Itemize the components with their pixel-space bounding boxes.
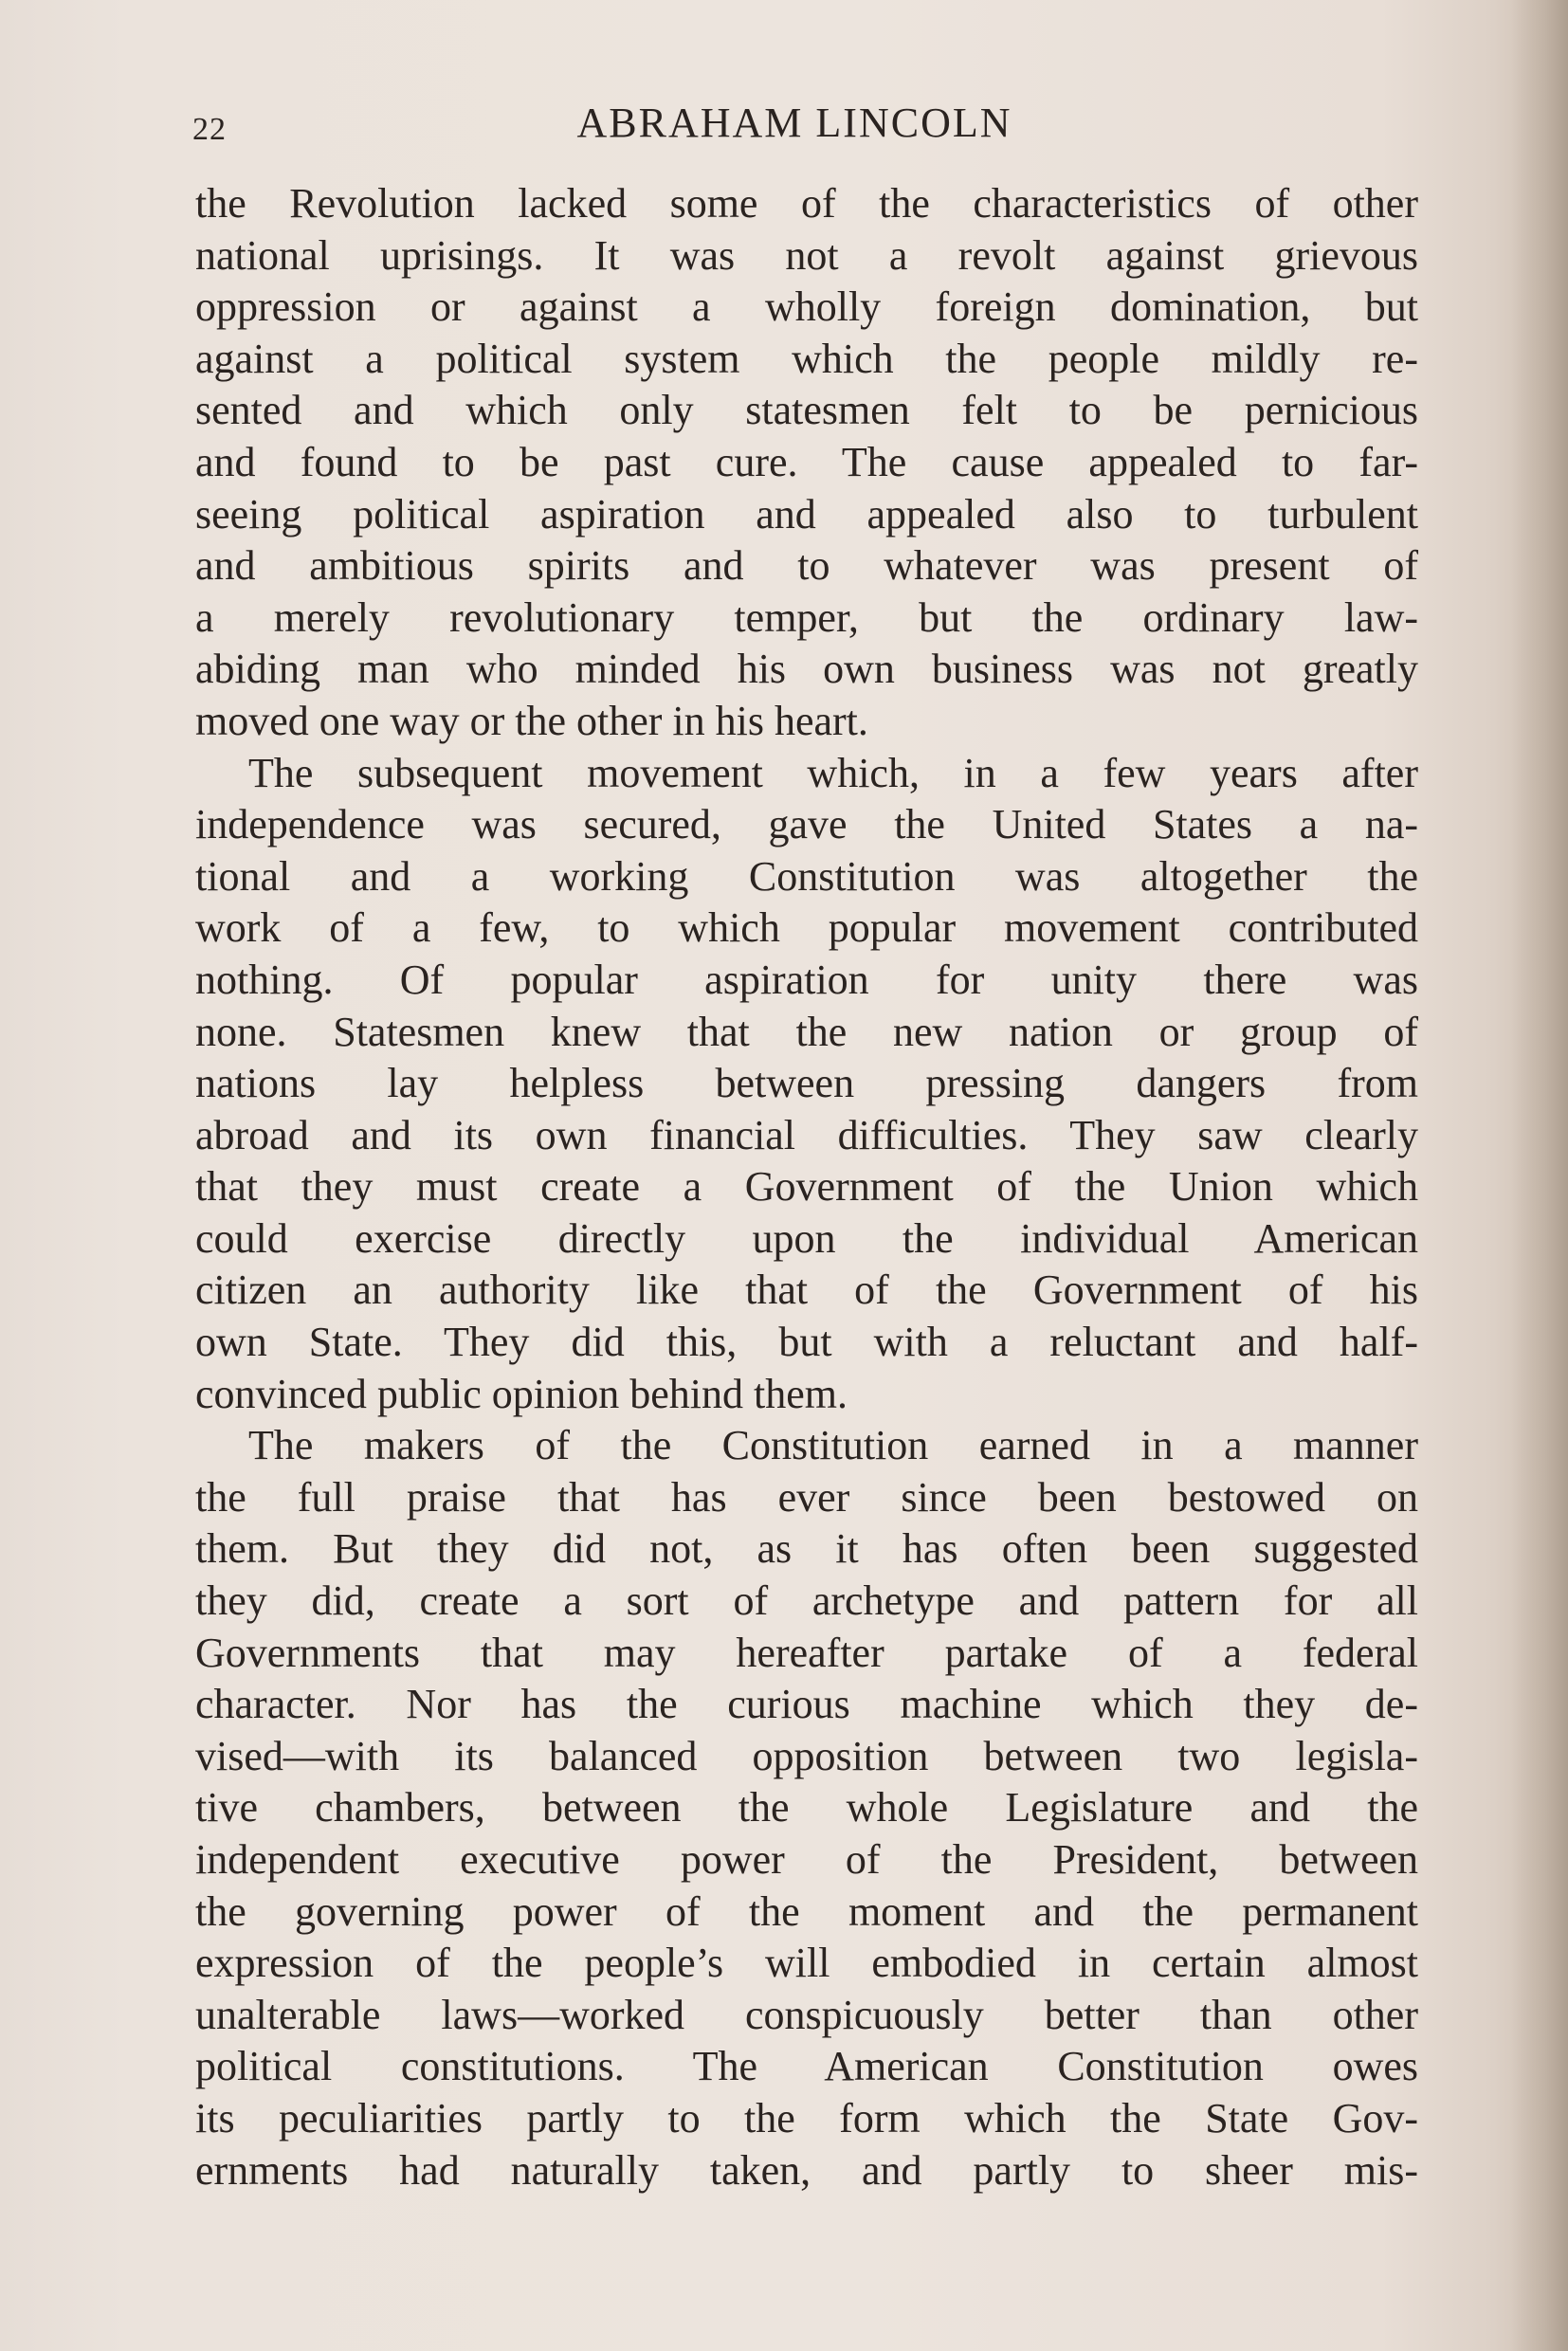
- text-line: tive chambers, between the whole Legislature and the: [195, 1784, 1418, 1832]
- page-edge-shadow: [1511, 0, 1568, 2351]
- text-line: tional and a working Constitution was altogether the: [195, 852, 1418, 900]
- text-line: and found to be past cure. The cause appealed to far-: [195, 438, 1418, 485]
- page-number: 22: [192, 112, 227, 147]
- text-line: ernments had naturally taken, and partly to sheer mis-: [195, 2146, 1418, 2194]
- text-line: sented and which only statesmen felt to be pernicious: [195, 387, 1418, 434]
- paragraph-3: [195, 1420, 1418, 2196]
- text-line: the full praise that has ever since been bestowed on: [195, 1473, 1418, 1521]
- text-line: they did, create a sort of archetype and pattern for all: [195, 1577, 1418, 1625]
- text-line: could exercise directly upon the individual American: [195, 1214, 1418, 1262]
- text-line: citizen an authority like that of the Government of his: [195, 1267, 1418, 1314]
- text-line: political constitutions. The American Constitution owes: [195, 2043, 1418, 2090]
- text-line: moved one way or the other in his heart.: [195, 697, 868, 744]
- text-line: that they must create a Government of the Union which: [195, 1163, 1418, 1211]
- running-head: [192, 95, 1415, 148]
- text-line: them. But they did not, as it has often been suggested: [195, 1525, 1418, 1573]
- text-line: abroad and its own financial difficulties. They saw clearly: [195, 1111, 1418, 1158]
- text-line: its peculiarities partly to the form which the State Gov-: [195, 2094, 1418, 2141]
- text-line: national uprisings. It was not a revolt against grievous: [195, 231, 1418, 279]
- paragraph-2: [195, 748, 1418, 1421]
- text-line: independence was secured, gave the United States a na-: [195, 801, 1418, 848]
- text-line: character. Nor has the curious machine which they de-: [195, 1681, 1418, 1728]
- text-line: independent executive power of the President, between: [195, 1836, 1418, 1883]
- paragraph-1: [195, 178, 1418, 748]
- text-line: abiding man who minded his own business was not greatly: [195, 646, 1418, 693]
- text-line: convinced public opinion behind them.: [195, 1370, 848, 1417]
- text-line: a merely revolutionary temper, but the ordinary law-: [195, 593, 1418, 641]
- text-line: against a political system which the people mildly re-: [195, 335, 1418, 382]
- text-line: nothing. Of popular aspiration for unity there was: [195, 956, 1418, 1003]
- text-line: vised—with its balanced opposition between two legisla-: [195, 1732, 1418, 1779]
- text-line: none. Statesmen knew that the new nation or group of: [195, 1008, 1418, 1055]
- text-line: Governments that may hereafter partake of a federal: [195, 1629, 1418, 1676]
- body-text: [195, 178, 1418, 2196]
- book-title: ABRAHAM LINCOLN: [576, 100, 1012, 146]
- text-line: work of a few, to which popular movement contributed: [195, 904, 1418, 952]
- text-line: seeing political aspiration and appealed also to turbulent: [195, 490, 1418, 538]
- text-line: expression of the people’s will embodied in certain almost: [195, 1940, 1418, 1987]
- text-line: the Revolution lacked some of the characteristics of other: [195, 180, 1418, 227]
- text-line: nations lay helpless between pressing dangers from: [195, 1060, 1418, 1107]
- text-line: The subsequent movement which, in a few years after: [248, 749, 1418, 796]
- text-line: unalterable laws—worked conspicuously better than other: [195, 1991, 1418, 2038]
- text-line: the governing power of the moment and the permanent: [195, 1887, 1418, 1935]
- text-line: The makers of the Constitution earned in a manner: [248, 1422, 1418, 1469]
- text-line: own State. They did this, but with a reluctant and half-: [195, 1319, 1418, 1366]
- text-line: oppression or against a wholly foreign domination, but: [195, 283, 1418, 331]
- text-line: and ambitious spirits and to whatever was present of: [195, 542, 1418, 590]
